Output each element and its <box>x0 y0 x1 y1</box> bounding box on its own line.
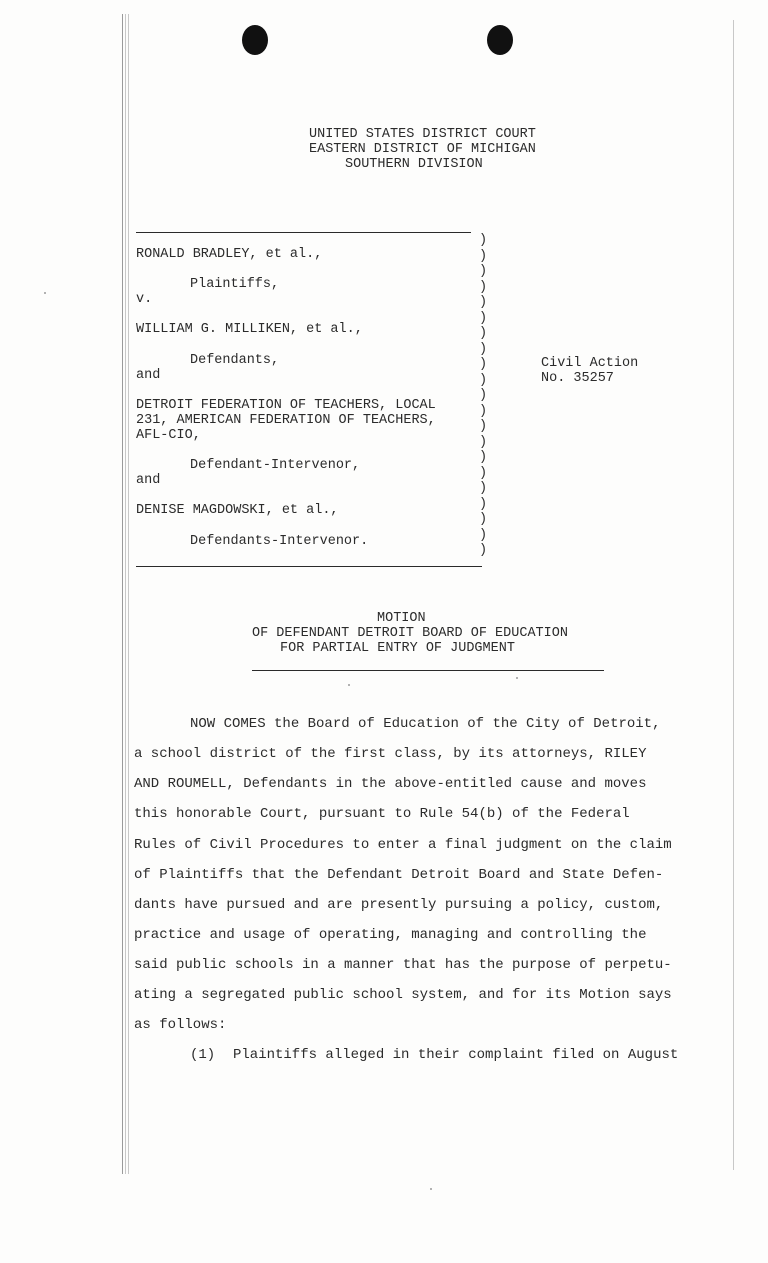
body-line: a school district of the first class, by its attorneys, RILEY <box>134 746 647 762</box>
body-line: Rules of Civil Procedures to enter a final judgment on the claim <box>134 837 672 853</box>
title-rule <box>252 670 604 671</box>
versus: v. <box>136 292 153 307</box>
caption-paren: ) <box>479 279 488 295</box>
intervenor-2-name: DENISE MAGDOWSKI, et al., <box>136 503 339 518</box>
punch-hole <box>242 25 268 55</box>
intervenor-role: Defendant-Intervenor, <box>190 458 361 473</box>
caption-paren: ) <box>479 481 488 496</box>
caption-paren: ) <box>479 388 488 403</box>
case-number: No. 35257 <box>541 371 614 386</box>
paragraph-text: Plaintiffs alleged in their complaint filed on August <box>233 1047 679 1063</box>
body-line: as follows: <box>134 1017 227 1033</box>
case-type: Civil Action <box>541 356 639 371</box>
caption-paren: ) <box>479 326 488 341</box>
caption-paren: ) <box>479 434 488 450</box>
caption-paren-column <box>479 233 487 559</box>
caption-bottom-rule <box>136 566 482 567</box>
scan-speck <box>44 292 46 294</box>
body-line: practice and usage of operating, managing and controlling the <box>134 927 647 943</box>
caption-paren: ) <box>479 295 488 310</box>
defendant-role: Defendants, <box>190 353 280 368</box>
plaintiff-role: Plaintiffs, <box>190 277 280 292</box>
caption-paren: ) <box>479 419 488 434</box>
caption-paren: ) <box>479 512 488 527</box>
caption-paren: ) <box>479 543 488 558</box>
caption-paren: ) <box>479 248 488 264</box>
motion-title: MOTION <box>377 611 426 626</box>
caption-paren: ) <box>479 527 488 543</box>
caption-paren: ) <box>479 465 488 481</box>
defendant-name: WILLIAM G. MILLIKEN, et al., <box>136 322 363 337</box>
caption-paren: ) <box>479 496 488 512</box>
body-line: this honorable Court, pursuant to Rule 54(b) of the Federal <box>134 806 630 822</box>
binder-line <box>128 14 129 1174</box>
caption-paren: ) <box>479 403 488 419</box>
body-line: NOW COMES the Board of Education of the City of Detroit, <box>190 716 661 732</box>
caption-paren: ) <box>479 341 488 357</box>
court-division: SOUTHERN DIVISION <box>345 157 483 172</box>
binder-line <box>122 14 123 1174</box>
caption-and: and <box>136 473 161 488</box>
caption-paren: ) <box>479 233 488 248</box>
page-edge-line <box>733 20 734 1170</box>
body-line: said public schools in a manner that has the purpose of perpetu- <box>134 957 672 973</box>
motion-subtitle: FOR PARTIAL ENTRY OF JUDGMENT <box>280 641 515 656</box>
body-line: dants have pursued and are presently pursuing a policy, custom, <box>134 897 664 913</box>
body-line: AND ROUMELL, Defendants in the above-entitled cause and moves <box>134 776 647 792</box>
plaintiff-name: RONALD BRADLEY, et al., <box>136 247 323 262</box>
intervenor-name-line: 231, AMERICAN FEDERATION OF TEACHERS, <box>136 413 436 428</box>
caption-paren: ) <box>479 357 488 372</box>
caption-top-rule <box>136 232 471 233</box>
intervenor-name-line: AFL-CIO, <box>136 428 201 443</box>
scan-speck <box>430 1188 432 1190</box>
caption-paren: ) <box>479 372 488 388</box>
punch-hole <box>487 25 513 55</box>
binder-line <box>125 14 126 1174</box>
scan-speck <box>348 684 350 686</box>
scan-speck <box>516 677 518 679</box>
motion-subtitle: OF DEFENDANT DETROIT BOARD OF EDUCATION <box>252 626 568 641</box>
caption-and: and <box>136 368 161 383</box>
caption-paren: ) <box>479 310 488 326</box>
paragraph-number: (1) <box>190 1047 216 1063</box>
body-line: ating a segregated public school system, and for its Motion says <box>134 987 672 1003</box>
intervenor-2-role: Defendants-Intervenor. <box>190 534 369 549</box>
caption-paren: ) <box>479 450 488 465</box>
court-name: UNITED STATES DISTRICT COURT <box>309 127 536 142</box>
caption-paren: ) <box>479 264 488 279</box>
court-district: EASTERN DISTRICT OF MICHIGAN <box>309 142 536 157</box>
body-line: of Plaintiffs that the Defendant Detroit Board and State Defen- <box>134 867 664 883</box>
intervenor-name-line: DETROIT FEDERATION OF TEACHERS, LOCAL <box>136 398 436 413</box>
